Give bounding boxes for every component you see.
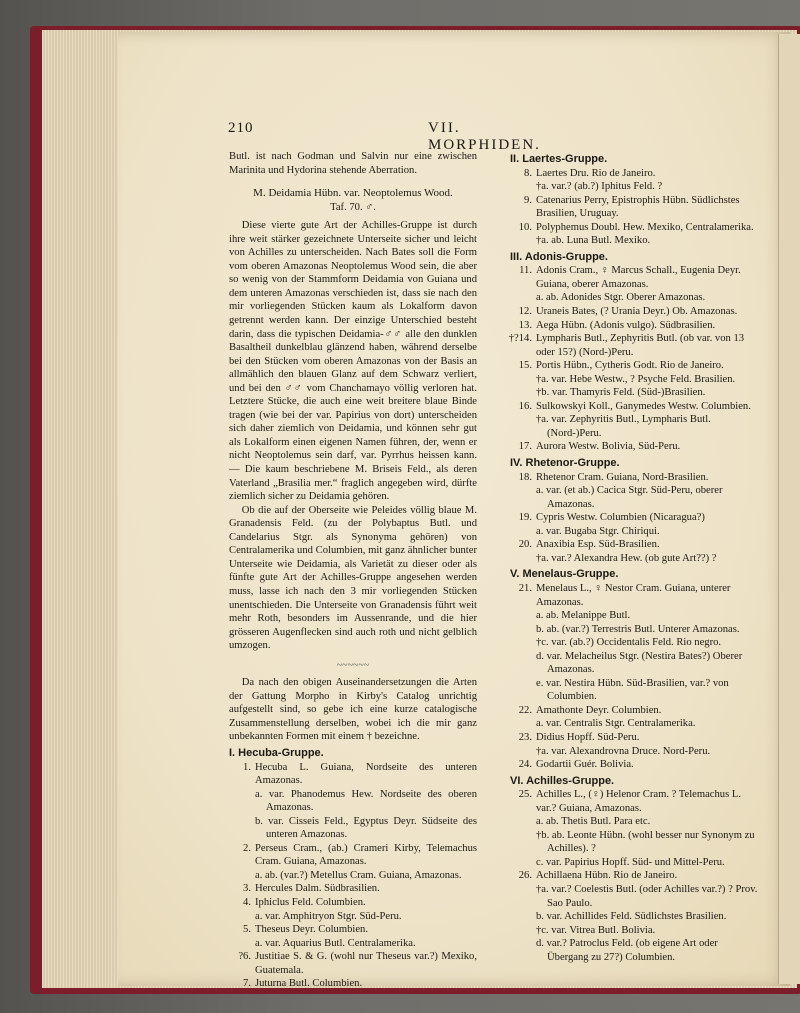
entry-text: a. ab. Thetis Butl. Para etc. bbox=[536, 816, 651, 828]
group-heading: IV. Rhetenor-Gruppe. bbox=[510, 457, 620, 470]
catalog-entry bbox=[510, 731, 762, 745]
paragraph-1: Diese vierte gute Art der Achilles-Gruppe ist durch ihre weit stärker gezeichnete Unterseite sicher und leicht von Achilles zu unterscheiden. Nach Bates soll die Form vom oberen Amazonas Neoptolemus Wood sein, die aber so wenig von der Stammform Deidamia von Guiana und dem unteren Amazonas verschieden ist, dass sie nach den mir vorliegenden Stücken kaum als Lokalform davon getrennt werden kann. Der einzige Unterschied besteht darin, dass die typischen Deidamia-♂♂ alle den dunklen Basaltheil dunkelblau glänzend haben, während derselbe bei den Stücken vom oberen Amazonas von der Basis an allmählich den blauen Glanz auf dem Schwarz verliert, und bei den ♂♂ vom Chanchamayo völlig verloren hat. Letztere Stücke, die auch eine weit breitere blaue Binde tragen (wie bei der var. Papirius von dort) unterscheiden sich daher ziemlich von Deidamia, und können sehr gut als Lokalform einen eigenen Namen führen, der, wenn er nicht Neoptolemus sein darf, var. Pyrrhus heissen kann. — Die kaum beschriebene M. Briseis Feld., als deren Vaterland „Brasilia mer.“ fraglich angegeben wird, dürfte ziemlich sicher zu Deidamia gehören. bbox=[229, 220, 477, 503]
entry-text: Rhetenor Cram. Guiana, Nord-Brasilien. bbox=[536, 471, 709, 483]
entry-text: a. ab. (var.?) Metellus Cram. Guiana, Amazonas. bbox=[255, 869, 462, 881]
page-number: 210 bbox=[228, 120, 254, 136]
group-heading: III. Adonis-Gruppe. bbox=[510, 250, 608, 263]
group-heading: I. Hecuba-Gruppe. bbox=[229, 746, 324, 759]
entry-text: Lympharis Butl., Zephyritis Butl. (ob var. von 13 oder 15?) (Nord-)Peru. bbox=[536, 333, 745, 358]
entry-number: 3. bbox=[243, 883, 251, 895]
catalog-subentry bbox=[229, 937, 477, 951]
catalog-subentry bbox=[510, 525, 762, 539]
catalog-entry bbox=[510, 400, 762, 414]
entry-number: 4. bbox=[243, 896, 251, 908]
entry-number: 15. bbox=[518, 360, 532, 372]
entry-text: Amathonte Deyr. Columbien. bbox=[536, 704, 662, 716]
divider-ornament: ~~~~~~ bbox=[336, 659, 370, 671]
entry-text: †a. var. Zephyritis Butl., Lympharis Butl. (Nord-)Peru. bbox=[536, 414, 711, 439]
catalog-entry bbox=[510, 167, 762, 181]
entry-text: a. ab. Adonides Stgr. Oberer Amazonas. bbox=[536, 292, 706, 304]
catalog-subentry bbox=[510, 180, 762, 194]
catalog-entry bbox=[510, 194, 762, 221]
entry-text: a. var. (et ab.) Cacica Stgr. Süd-Peru, oberer Amazonas. bbox=[536, 485, 723, 510]
catalog-subentry bbox=[510, 856, 762, 870]
catalog-list-right bbox=[510, 153, 762, 964]
entry-text: e. var. Nestira Hübn. Süd-Brasilien, var.? von Columbien. bbox=[536, 677, 729, 703]
entry-text: Juturna Butl. Columbien. bbox=[255, 978, 363, 990]
entry-text: a. var. Phanodemus Hew. Nordseite des oberen Amazonas. bbox=[255, 788, 477, 814]
entry-text: a. var. Aquarius Butl. Centralamerika. bbox=[255, 937, 416, 949]
entry-text: Aega Hübn. (Adonis vulgo). Südbrasilien. bbox=[536, 319, 716, 331]
catalog-entry bbox=[510, 319, 762, 333]
catalog-subentry bbox=[510, 609, 762, 623]
catalog-subentry bbox=[510, 291, 762, 305]
entry-number: 17. bbox=[518, 441, 532, 453]
section-title: M. Deidamia Hübn. var. Neoptolemus Wood. bbox=[253, 187, 453, 200]
catalog-subentry bbox=[510, 815, 762, 829]
entry-text: a. var. Centralis Stgr. Centralamerika. bbox=[536, 718, 696, 730]
plate-reference: Taf. 70. ♂. bbox=[330, 201, 376, 213]
entry-text: †a. var.? Coelestis Butl. (oder Achilles var.?) ? Prov. Sao Paulo. bbox=[536, 883, 758, 909]
entry-text: Theseus Deyr. Columbien. bbox=[255, 924, 368, 936]
catalog-subentry bbox=[510, 636, 762, 650]
entry-number: 18. bbox=[518, 471, 532, 483]
catalog-subentry bbox=[510, 484, 762, 511]
entry-text: c. var. Papirius Hopff. Süd- und Mittel-Peru. bbox=[536, 856, 725, 868]
catalog-subentry bbox=[229, 910, 477, 924]
left-column bbox=[229, 150, 477, 991]
entry-text: b. ab. (var.?) Terrestris Butl. Unterer Amazonas. bbox=[536, 623, 740, 635]
catalog-subentry bbox=[510, 745, 762, 759]
catalog-subentry bbox=[510, 883, 762, 910]
entry-number: 22. bbox=[518, 704, 532, 716]
group-heading: VI. Achilles-Gruppe. bbox=[510, 774, 615, 787]
entry-text: Hecuba L. Guiana, Nordseite des unteren Amazonas. bbox=[255, 761, 477, 787]
catalog-entry bbox=[510, 221, 762, 235]
catalog-subentry bbox=[510, 829, 762, 856]
entry-text: Portis Hübn., Cytheris Godt. Rio de Janeiro. bbox=[536, 360, 724, 372]
right-column bbox=[510, 150, 762, 964]
entry-text: †a. var.? Alexandra Hew. (ob gute Art??) ? bbox=[536, 552, 717, 564]
paragraph-2: Ob die auf der Oberseite wie Peleides völlig blaue M. Granadensis Feld. (zu der Polybaptus Butl. und Candelarius Stgr. als Synonyma gehören) von Centralamerika und Columbien, mit ganz ähnlicher bunter Unterseite wie Deidamia, als Varietät zu dieser oder als fünfte gute Art der Achilles-Gruppe angesehen werden muss, lasse ich nach den 3 mir vorliegenden Stücken unentschieden. Die Unterseite von Granadensis führt weit mehr Roth, besonders im Aussenrande, und die hier grösseren Augenflecken sind auch roth und nicht gelblich umzogen. bbox=[229, 504, 477, 652]
entry-text: a. ab. Melanippe Butl. bbox=[536, 610, 631, 622]
entry-text: †b. var. Thamyris Feld. (Süd-)Brasilien. bbox=[536, 387, 706, 399]
catalog-entry bbox=[510, 264, 762, 291]
catalog-subentry bbox=[510, 386, 762, 400]
catalog-subentry bbox=[510, 552, 762, 566]
entry-text: a. var. Bugaba Stgr. Chiriqui. bbox=[536, 525, 660, 537]
entry-number: ?6. bbox=[238, 951, 251, 963]
catalog-entry bbox=[510, 788, 762, 815]
entry-number: 2. bbox=[243, 842, 251, 854]
catalog-subentry bbox=[510, 910, 762, 924]
catalog-entry bbox=[510, 511, 762, 525]
catalog-subentry bbox=[229, 815, 477, 842]
entry-text: †a. var.? (ab.?) Iphitus Feld. ? bbox=[536, 181, 663, 193]
catalog-entry bbox=[229, 842, 477, 869]
catalog-entry bbox=[510, 758, 762, 772]
catalog-entry bbox=[510, 332, 762, 359]
catalog-subentry bbox=[510, 234, 762, 248]
entry-number: 12. bbox=[518, 306, 532, 318]
catalog-subentry bbox=[510, 413, 762, 440]
entry-number: 9. bbox=[524, 194, 532, 206]
running-head: VII. MORPHIDEN. bbox=[428, 120, 541, 153]
entry-text: Hercules Dalm. Südbrasilien. bbox=[255, 883, 380, 895]
entry-text: Laertes Dru. Rio de Janeiro. bbox=[536, 167, 656, 179]
catalog-entry bbox=[510, 471, 762, 485]
entry-text: d. var.? Patroclus Feld. (ob eigene Art oder Übergang zu 27?) Columbien. bbox=[536, 938, 718, 963]
entry-text: Polyphemus Doubl. Hew. Mexiko, Centralamerika. bbox=[536, 221, 754, 233]
entry-text: d. var. Melacheilus Stgr. (Nestira Bates?) Oberer Amazonas. bbox=[536, 650, 743, 676]
catalog-subentry bbox=[229, 788, 477, 815]
entry-text: Menelaus L., ♀ Nestor Cram. Guiana, unterer Amazonas. bbox=[536, 582, 731, 608]
entry-text: Didius Hopff. Süd-Peru. bbox=[536, 731, 640, 743]
entry-number: 23. bbox=[518, 731, 532, 743]
entry-text: a. var. Amphitryon Stgr. Süd-Peru. bbox=[255, 910, 402, 922]
catalog-entry bbox=[229, 882, 477, 896]
catalog-subentry bbox=[510, 677, 762, 704]
entry-number: 26. bbox=[518, 870, 532, 882]
entry-number: 8. bbox=[524, 167, 532, 179]
catalog-entry bbox=[229, 923, 477, 937]
catalog-subentry bbox=[510, 924, 762, 938]
catalog-entry bbox=[510, 582, 762, 609]
catalog-list-left bbox=[229, 761, 477, 991]
intro-paragraph: Butl. ist nach Godman und Salvin nur eine zwischen Marinita und Hydorina stehende Aberration. bbox=[229, 151, 477, 176]
entry-text: †a. var. Hebe Westw., ? Psyche Feld. Brasilien. bbox=[536, 373, 736, 385]
entry-number: 16. bbox=[518, 400, 532, 412]
catalog-subentry bbox=[229, 869, 477, 883]
entry-number: 20. bbox=[518, 539, 532, 551]
entry-number: 24. bbox=[518, 759, 532, 771]
entry-number: †?14. bbox=[508, 333, 532, 345]
entry-number: 5. bbox=[243, 924, 251, 936]
entry-number: 19. bbox=[518, 512, 532, 524]
entry-text: †c. var. Vitrea Butl. Bolivia. bbox=[536, 924, 656, 936]
catalog-entry bbox=[510, 538, 762, 552]
catalog-entry bbox=[229, 950, 477, 977]
catalog-entry bbox=[510, 869, 762, 883]
entry-text: Catenarius Perry, Epistrophis Hübn. Südlichstes Brasilien, Uruguay. bbox=[536, 194, 740, 220]
entry-text: Justitiae S. & G. (wohl nur Theseus var.?) Mexiko, Guatemala. bbox=[255, 951, 477, 976]
entry-number: 25. bbox=[518, 789, 532, 801]
page-header bbox=[228, 120, 558, 153]
entry-number: 10. bbox=[518, 221, 532, 233]
catalog-entry bbox=[510, 359, 762, 373]
catalog-entry bbox=[229, 761, 477, 788]
entry-text: b. var. Cisseis Feld., Egyptus Deyr. Südseite des unteren Amazonas. bbox=[255, 815, 477, 841]
entry-number: 11. bbox=[519, 265, 532, 277]
entry-text: Achillaena Hübn. Rio de Janeiro. bbox=[536, 870, 678, 882]
group-heading: II. Laertes-Gruppe. bbox=[510, 153, 608, 165]
entry-number: 13. bbox=[518, 319, 532, 331]
entry-text: Godartii Guér. Bolivia. bbox=[536, 759, 634, 771]
entry-text: †a. ab. Luna Butl. Mexiko. bbox=[536, 235, 651, 247]
entry-text: Perseus Cram., (ab.) Crameri Kirby, Telemachus Cram. Guiana, Amazonas. bbox=[255, 842, 477, 868]
entry-text: b. var. Achillides Feld. Südlichstes Brasilien. bbox=[536, 911, 727, 923]
adjacent-page-edge bbox=[778, 34, 800, 984]
catalog-entry bbox=[510, 704, 762, 718]
entry-text: Achilles L., (♀) Helenor Cram. ? Telemachus L. var.? Guiana, Amazonas. bbox=[536, 789, 741, 814]
entry-number: 1. bbox=[243, 761, 251, 773]
entry-text: Adonis Cram., ♀ Marcus Schall., Eugenia Deyr. Guiana, oberer Amazonas. bbox=[536, 265, 741, 290]
catalog-subentry bbox=[510, 937, 762, 964]
catalog-entry bbox=[229, 977, 477, 991]
catalog-entry bbox=[510, 440, 762, 454]
group-heading: V. Menelaus-Gruppe. bbox=[510, 568, 619, 581]
entry-text: Uraneis Bates, (? Urania Deyr.) Ob. Amazonas. bbox=[536, 306, 738, 318]
entry-text: Anaxibia Esp. Süd-Brasilien. bbox=[536, 539, 660, 551]
paragraph-3: Da nach den obigen Auseinandersetzungen die Arten der Gattung Morpho in Kirby's Catalog unrichtig aufgestellt sind, so gebe ich eine kurze catalogische Zusammenstellung derselben, wobei ich die mir ganz unbekannten Formen mit einem † bezeichne. bbox=[229, 677, 477, 743]
catalog-entry bbox=[229, 896, 477, 910]
entry-text: †a. var. Alexandrovna Druce. Nord-Peru. bbox=[536, 745, 711, 757]
entry-number: 21. bbox=[518, 582, 532, 594]
catalog-subentry bbox=[510, 623, 762, 637]
entry-text: †b. ab. Leonte Hübn. (wohl besser nur Synonym zu Achilles). ? bbox=[536, 829, 755, 855]
catalog-subentry bbox=[510, 650, 762, 677]
entry-text: Cypris Westw. Columbien (Nicaragua?) bbox=[536, 512, 705, 524]
entry-text: Sulkowskyi Koll., Ganymedes Westw. Columbien. bbox=[536, 400, 751, 412]
catalog-entry bbox=[510, 305, 762, 319]
entry-text: Iphiclus Feld. Columbien. bbox=[255, 896, 366, 908]
entry-text: †c. var. (ab.?) Occidentalis Feld. Rio negro. bbox=[536, 637, 722, 649]
entry-text: Aurora Westw. Bolivia, Süd-Peru. bbox=[536, 441, 681, 453]
catalog-subentry bbox=[510, 717, 762, 731]
entry-number: 7. bbox=[243, 978, 251, 990]
catalog-subentry bbox=[510, 373, 762, 387]
